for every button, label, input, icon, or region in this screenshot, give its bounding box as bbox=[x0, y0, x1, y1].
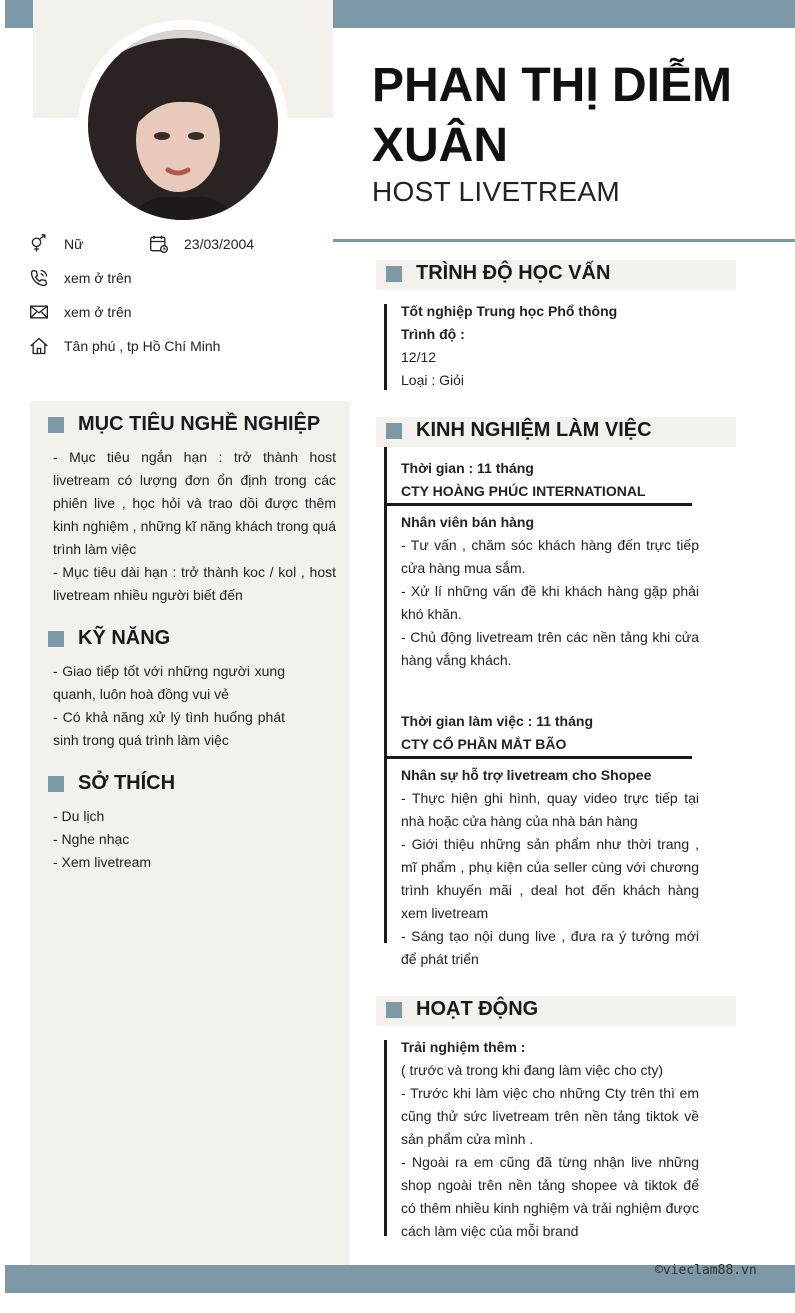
contact-address bbox=[28, 335, 220, 357]
section-marker bbox=[386, 1002, 402, 1018]
hobbies-body bbox=[53, 805, 333, 874]
job-2-body bbox=[401, 764, 699, 971]
job-role: Nhân viên bán hàng bbox=[401, 514, 535, 530]
job-2-divider bbox=[384, 756, 692, 759]
job-title: HOST LIVETREAM bbox=[372, 176, 620, 207]
job-task: - Sáng tạo nội dung live , đưa ra ý tưởng mới để phát triển bbox=[401, 928, 699, 967]
activities-subheading: Trải nghiệm thêm : bbox=[401, 1039, 526, 1055]
hobby-item: - Nghe nhạc bbox=[53, 831, 130, 847]
education-degree: Tốt nghiệp Trung học Phổ thông bbox=[401, 303, 618, 319]
section-marker bbox=[48, 417, 64, 433]
section-marker bbox=[386, 266, 402, 282]
phone-icon bbox=[28, 267, 50, 289]
gender-value: Nữ bbox=[64, 236, 84, 252]
job-1-divider bbox=[384, 503, 692, 506]
hobby-item: - Xem livetream bbox=[53, 854, 152, 870]
gender-icon bbox=[28, 233, 50, 255]
calendar-icon bbox=[148, 233, 170, 255]
email-value: xem ở trên bbox=[64, 304, 132, 320]
activity-item: - Trước khi làm việc cho những Cty trên thì em cũng thử sức livetream trên nền tảng tiktok về sản phẩm cửa mình . bbox=[401, 1085, 699, 1147]
objective-long-term: - Mục tiêu dài hạn : trở thành koc / kol , host livetream nhiều người biết đến bbox=[53, 564, 336, 603]
job-1-header bbox=[401, 457, 699, 503]
hobby-item: - Du lịch bbox=[53, 808, 105, 824]
mail-icon bbox=[28, 301, 50, 323]
avatar-portrait bbox=[88, 30, 278, 220]
job-task: - Thực hiện ghi hình, quay video trực tiếp tại nhà hoặc cửa hàng của nhà bán hàng bbox=[401, 790, 699, 829]
job-duration: Thời gian làm việc : 11 tháng bbox=[401, 713, 594, 729]
job-role: Nhân sự hỗ trợ livetream cho Shopee bbox=[401, 767, 652, 783]
job-task: - Chủ động livetream trên các nền tảng khi cửa hàng vắng khách. bbox=[401, 629, 699, 668]
contact-birthday bbox=[148, 233, 254, 255]
education-level-label: Trình độ : bbox=[401, 326, 465, 342]
experience-heading: KINH NGHIỆM LÀM VIỆC bbox=[386, 419, 652, 442]
address-value: Tân phú , tp Hồ Chí Minh bbox=[64, 338, 221, 354]
activity-item: - Ngoài ra em cũng đã từng nhận live những shop ngoài trên nền tảng shopee và tiktok để có thêm nhiều kinh nghiệm và trải nghiệm được cách làm việc của mỗi brand bbox=[401, 1154, 699, 1239]
job-task: - Tư vấn , chăm sóc khách hàng đến trực tiếp cửa hàng mua sắm. bbox=[401, 537, 699, 576]
contact-gender bbox=[28, 233, 83, 255]
home-icon bbox=[28, 335, 50, 357]
section-marker bbox=[48, 631, 64, 647]
activities-body bbox=[401, 1036, 699, 1243]
phone-value: xem ở trên bbox=[64, 270, 132, 286]
contact-phone bbox=[28, 267, 132, 289]
section-marker bbox=[48, 776, 64, 792]
hobbies-heading: SỞ THÍCH bbox=[48, 772, 175, 795]
birthday-value: 23/03/2004 bbox=[184, 236, 255, 252]
education-level-value: 12/12 bbox=[401, 349, 437, 365]
job-task: - Giới thiệu những sản phẩm như thời trang , mĩ phẩm , phụ kiện của seller cùng với chương trình khuyến mãi , deal hot đến khách hàng xem livetream bbox=[401, 836, 699, 921]
job-task: - Xử lí những vấn đề khi khách hàng gặp phải khó khăn. bbox=[401, 583, 699, 622]
skills-heading: KỸ NĂNG bbox=[48, 627, 170, 650]
watermark: ©vieclam88.vn bbox=[655, 1263, 757, 1278]
objective-body bbox=[53, 446, 336, 607]
education-rank: Loại : Giỏi bbox=[401, 372, 465, 388]
job-1-body bbox=[401, 511, 699, 672]
objective-heading: MỤC TIÊU NGHỀ NGHIỆP bbox=[48, 413, 320, 436]
education-body bbox=[401, 300, 699, 392]
skills-body bbox=[53, 660, 285, 752]
skill-item: - Giao tiếp tốt với những người xung quanh, luôn hoà đồng vui vẻ bbox=[53, 663, 285, 702]
title-divider bbox=[333, 239, 795, 242]
education-timeline bbox=[384, 304, 387, 390]
job-company: CTY HOÀNG PHÚC INTERNATIONAL bbox=[401, 483, 646, 499]
section-marker bbox=[386, 423, 402, 439]
education-heading: TRÌNH ĐỘ HỌC VẤN bbox=[386, 262, 610, 285]
activities-note: ( trước và trong khi đang làm việc cho cty) bbox=[401, 1062, 664, 1078]
experience-timeline bbox=[384, 447, 387, 943]
contact-email bbox=[28, 301, 132, 323]
skill-item: - Có khả năng xử lý tình huống phát sinh trong quá trình làm việc bbox=[53, 709, 285, 748]
activities-heading: HOẠT ĐỘNG bbox=[386, 998, 538, 1021]
job-duration: Thời gian : 11 tháng bbox=[401, 460, 534, 476]
objective-short-term: - Mục tiêu ngắn hạn : trở thành host livetream có lượng đơn ổn định trong các phiên live , học hỏi và trao dồi được thêm kinh nghiệm , những kĩ năng khách trong quá trình làm việc bbox=[53, 449, 336, 557]
avatar bbox=[88, 30, 278, 220]
job-company: CTY CỔ PHẦN MẮT BÃO bbox=[401, 736, 567, 752]
activities-timeline bbox=[384, 1040, 387, 1236]
job-2-header bbox=[401, 710, 699, 756]
full-name: PHAN THỊ DIỄM XUÂN bbox=[372, 59, 732, 172]
